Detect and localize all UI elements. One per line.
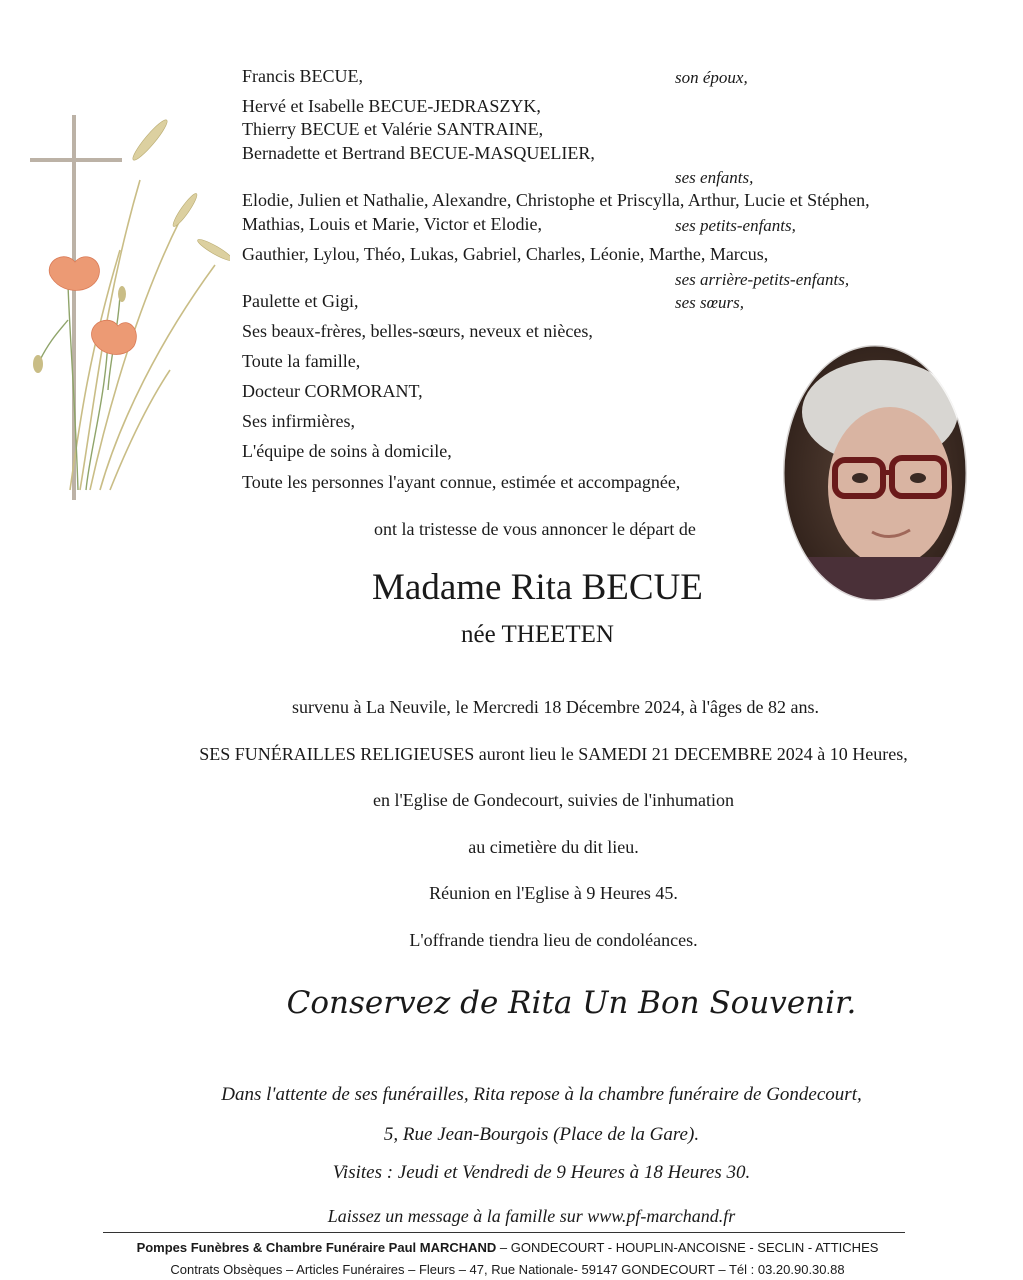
- whole-family: Toute la famille,: [242, 351, 361, 371]
- home-care-team: L'équipe de soins à domicile,: [242, 441, 452, 461]
- deceased-name: Madame Rita BECUE: [372, 567, 703, 608]
- announcement: ont la tristesse de vous annoncer le départ de: [374, 519, 696, 539]
- children-relation: ses enfants,: [675, 168, 754, 187]
- visit-hours: Visites : Jeudi et Vendredi de 9 Heures à 18 Heures 30.: [332, 1162, 751, 1183]
- footer-towns: – GONDECOURT - HOUPLIN-ANCOISNE - SECLIN - ATTICHES: [496, 1240, 879, 1255]
- footer-company-line: [0, 1240, 1019, 1255]
- poppy-flowers: [49, 257, 136, 355]
- spouse-name: Francis BECUE,: [242, 66, 363, 86]
- footer-rule: [103, 1232, 905, 1233]
- online-message: Laissez un message à la famille sur www.pf-marchand.fr: [327, 1206, 736, 1226]
- great-grandchildren: Gauthier, Lylou, Théo, Lukas, Gabriel, Charles, Léonie, Marthe, Marcus,: [242, 244, 769, 264]
- cross-poppy-illustration: [20, 100, 230, 510]
- rest-location: Dans l'attente de ses funérailles, Rita repose à la chambre funéraire de Gondecourt,: [221, 1084, 862, 1105]
- acquaintances: Toute les personnes l'ayant connue, estimée et accompagnée,: [242, 472, 681, 492]
- sisters: Paulette et Gigi,: [242, 291, 359, 311]
- nurses: Ses infirmières,: [242, 411, 355, 431]
- footer-company: Pompes Funèbres & Chambre Funéraire Paul MARCHAND: [136, 1240, 497, 1255]
- death-details: survenu à La Neuvile, le Mercredi 18 Décembre 2024, à l'âges de 82 ans.: [291, 697, 820, 717]
- portrait-photo: [780, 342, 970, 604]
- funeral-details: SES FUNÉRAILLES RELIGIEUSES auront lieu le SAMEDI 21 DECEMBRE 2024 à 10 Heures,: [199, 744, 908, 764]
- church-details: en l'Eglise de Gondecourt, suivies de l'inhumation: [373, 790, 734, 810]
- rest-address: 5, Rue Jean-Bourgois (Place de la Gare).: [383, 1124, 700, 1145]
- offering-details: L'offrande tiendra lieu de condoléances.: [409, 930, 698, 950]
- motto: Conservez de Rita Un Bon Souvenir.: [286, 985, 857, 1021]
- other-relatives: Ses beaux-frères, belles-sœurs, neveux et nièces,: [242, 321, 593, 341]
- child-2: Thierry BECUE et Valérie SANTRAINE,: [242, 119, 544, 139]
- grandchildren-line2: Mathias, Louis et Marie, Victor et Elodie,: [242, 214, 543, 234]
- sisters-relation: ses sœurs,: [675, 293, 744, 312]
- spouse-relation: son époux,: [675, 68, 748, 87]
- footer-contact: Contrats Obsèques – Articles Funéraires – Fleurs – 47, Rue Nationale- 59147 GONDECOURT – Tél : 03.20.90.30.88: [170, 1262, 845, 1277]
- wheat-ears: [129, 117, 230, 264]
- grandchildren-relation: ses petits-enfants,: [675, 216, 796, 235]
- great-grandchildren-relation: ses arrière-petits-enfants,: [675, 270, 850, 289]
- child-3: Bernadette et Bertrand BECUE-MASQUELIER,: [242, 143, 595, 163]
- cross-horizontal: [30, 158, 122, 162]
- meeting-details: Réunion en l'Eglise à 9 Heures 45.: [429, 883, 678, 903]
- child-1: Hervé et Isabelle BECUE-JEDRASZYK,: [242, 96, 541, 116]
- doctor: Docteur CORMORANT,: [242, 381, 423, 401]
- deceased-maiden-name: née THEETEN: [461, 621, 614, 648]
- cemetery-details: au cimetière du dit lieu.: [468, 837, 639, 857]
- grandchildren-line1: Elodie, Julien et Nathalie, Alexandre, Christophe et Priscylla, Arthur, Lucie et Stéphen,: [242, 190, 870, 210]
